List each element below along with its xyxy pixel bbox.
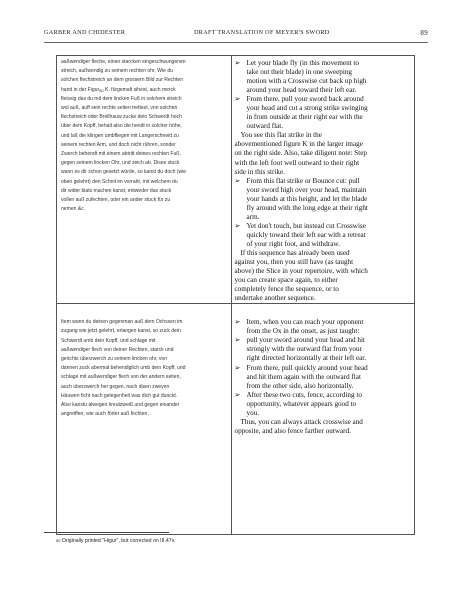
bullet-line: ➢ From there, pull quickly around your head	[234, 363, 368, 372]
german-text-2	[57, 304, 231, 419]
german-line: auch uberzwerch her gegen, nach disen zweyen	[61, 383, 170, 390]
german-line: Also kanstu alwegen kreutzweiß und gegen einander	[61, 402, 180, 409]
translation-table	[56, 55, 415, 535]
bullet-line: ➢ After these two cuts, fence, according to	[234, 390, 362, 399]
english-line: from the other side, also horizontally.	[246, 381, 354, 390]
bullet-arrow-icon: ➢	[234, 363, 241, 372]
german-line: Item wann du deinen gegenman auß dem Ochssen im	[61, 319, 183, 326]
bullet-line: ➢ Yet don't touch, but instead cut Crosswise	[234, 221, 366, 230]
bullet-arrow-icon: ➢	[234, 176, 241, 185]
footnote-number: 50	[56, 538, 61, 543]
translation-row-1	[57, 56, 415, 304]
german-cell-1	[57, 56, 232, 304]
english-line: against you, then you still have (as taught	[234, 258, 354, 267]
german-fig-rest: K. fürgemalt sihest, auch merck	[103, 86, 176, 93]
english-line: in from outside at their right ear with the	[246, 113, 363, 122]
german-fig-text: hand in der Figur	[61, 86, 100, 93]
english-line: above) the Slice in your repertoire, with which	[234, 267, 368, 276]
english-line: from the Ox in the onset, as just taught:	[246, 327, 360, 336]
bullet-arrow-icon: ➢	[234, 390, 241, 399]
bullet-line: ➢ pull your sword around your head and hit	[234, 336, 365, 345]
footnote-text: Originally printed "Higur", but corrected on III.47v.	[60, 538, 176, 544]
english-line: of your right foot, and withdraw.	[246, 239, 340, 248]
english-line: right directed horizontally at their left ear.	[246, 354, 367, 363]
german-line: seinem rechten Arm, und doch nicht rühren, sonder	[61, 141, 176, 148]
german-line: aaßwendiger flech von deiner Rechten, starck und	[61, 346, 174, 353]
english-text-2	[232, 304, 414, 436]
english-line: with the left foot well outward to their right	[234, 158, 360, 167]
german-line: dir wider blats machen kanst, entweder das stuck	[61, 187, 172, 194]
english-cell-1	[231, 56, 414, 304]
footnote	[56, 538, 175, 544]
english-line: your head and cut a strong strike swinging	[246, 104, 368, 113]
english-line: your sword high over your head, maintain	[246, 185, 367, 194]
english-line: and hit them again with the outward flat	[246, 372, 361, 381]
german-line: schlage mit außwendiger flech von der andern seiten,	[61, 374, 181, 381]
english-line: You see this flat strike in the	[240, 131, 322, 140]
english-line: strongly with the outward flat from your	[246, 345, 362, 354]
german-line: nemen &c.	[61, 206, 86, 213]
english-line: you can create space again, to either	[234, 276, 338, 285]
translation-row-2	[57, 304, 415, 535]
bullet-arrow-icon: ➢	[234, 59, 241, 67]
german-line: aaßwendiger fleche, einen starcken eingeschwungenen	[61, 59, 186, 65]
german-line: über dem Kopff, behalt also die hendt in solcher höhe,	[61, 123, 182, 130]
english-line: fly around with the long edge at their right	[246, 203, 368, 212]
english-line: outward flat.	[246, 122, 283, 131]
header-title: DRAFT TRANSLATION OF MEYER'S SWORD	[194, 29, 330, 36]
german-line: oben gelehrt) den Schnit im vorraht, mit welchem du	[61, 178, 178, 185]
english-line: quickly toward their left ear with a retreat	[246, 230, 366, 239]
german-line	[61, 86, 227, 95]
german-line: streich, außwendig zu seinem rechten ohr, Wie du	[61, 68, 173, 75]
english-line: If this sequence has already been used	[240, 248, 350, 257]
english-line: opposite, and also fence farther outward.	[234, 426, 351, 435]
bullet-arrow-icon: ➢	[234, 221, 241, 230]
english-cell-2	[231, 304, 414, 535]
bullet-arrow-icon: ➢	[234, 336, 241, 345]
english-line: undertake another sequence.	[234, 294, 316, 303]
english-line: side in this strike.	[234, 167, 285, 176]
german-line: zugang wie jetzt gelehrt, erlangen kanst, so zuck dein	[61, 328, 181, 335]
english-line: abovementioned figure K in the larger image	[234, 140, 363, 149]
english-line: opportunity, whatever appears good to	[246, 399, 357, 408]
german-text-1	[57, 56, 231, 214]
german-cell-2	[57, 304, 232, 535]
german-line: wann es dir schon gesetzt würde, so kanst du doch (wie	[61, 169, 187, 176]
bullet-line: ➢ From this flat strike or Bounce cut: pull	[234, 176, 360, 185]
english-line: on the right side. Also, take diligent note: Step	[234, 149, 367, 158]
bullet-line: ➢ Item, when you can reach your opponent	[234, 318, 364, 327]
german-line: flechstreich oder Brellhauw zucke dein Schwerdt hoch	[61, 114, 182, 121]
english-line: you.	[246, 408, 260, 417]
bullet-line: ➢ From there, pull your sword back around	[234, 95, 364, 104]
german-line: Schwerdt umb dein Kopff, und schlage mit	[61, 337, 156, 344]
german-line: solchen flechstreich an dem grossern Bild zur Rechten	[61, 77, 184, 84]
header-rule	[44, 42, 428, 43]
german-line: gerichts überzwerch zu seinem lincken ohr, von	[61, 356, 168, 363]
english-line: your hands at this height, and let the blade	[246, 194, 368, 203]
footnote-marker: 50	[99, 87, 104, 93]
english-line: completely fence the sequence, or to	[234, 285, 339, 294]
bullet-line: ➢ Let your blade fly (in this movement to	[234, 59, 359, 67]
english-text-1	[232, 56, 414, 303]
english-line: motion with a Crosswise cut back up high	[246, 77, 367, 86]
header-authors: GARBER AND CHIDESTER	[44, 29, 126, 36]
english-line: around your head toward their left ear.	[246, 86, 357, 95]
bullet-arrow-icon: ➢	[234, 318, 241, 327]
english-line: Thus, you can always attack crosswise and	[240, 417, 363, 426]
english-line: take out their blade) in one sweeping	[246, 68, 353, 77]
english-line: arm.	[246, 212, 260, 221]
german-line: und laß die klingen umbfliegen mit Langerschneid zu	[61, 132, 179, 139]
german-line: gegen seinem lincken Ohr, und zeich ab. Dises stuck	[61, 160, 180, 167]
german-line: wol auß, auff sein rechte seiten trettest, von solchen	[61, 105, 178, 112]
german-line: dannen zuck abermal behendiglich umb dein Kopff, und	[61, 365, 186, 372]
page-number: 89	[420, 29, 428, 37]
german-line: vollen auß zufechten, oder ein ander stuck für zu	[61, 197, 171, 204]
footnote-rule	[44, 532, 169, 533]
german-line: Häuwen ficht nach gelegenheit was dich gut dunckt.	[61, 392, 178, 399]
german-line: fleissig das du mit dem lincken Fuß in solchem streich	[61, 95, 182, 102]
german-line: angreiffen, wie auch förter auß fechten.	[61, 411, 149, 418]
bullet-arrow-icon: ➢	[234, 95, 241, 104]
german-line: Zwerch behendt mit einem abtritt deines rechten Fuß,	[61, 151, 181, 158]
running-header	[44, 29, 428, 41]
